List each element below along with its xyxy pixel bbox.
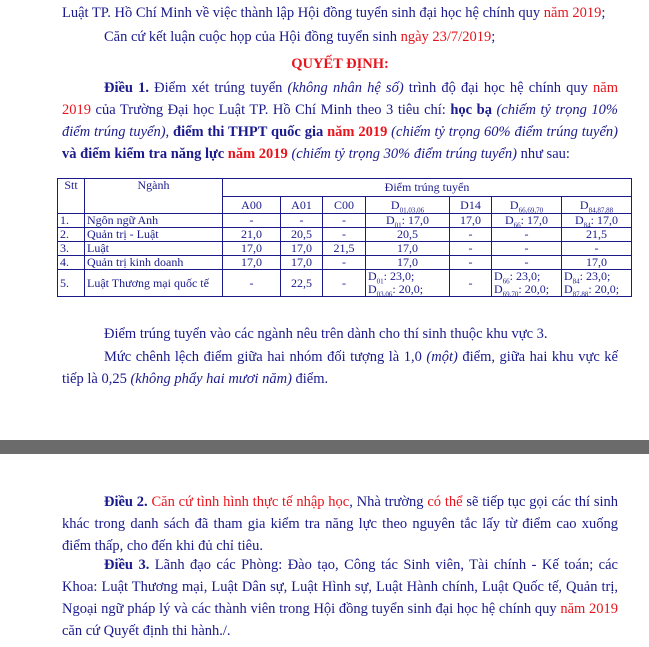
cell-d2a-pre: D [494,269,503,283]
preamble-2-end: ; [491,29,496,45]
cell-a01: 22,5 [281,270,323,297]
article-3 [62,554,618,642]
table-row [58,242,632,256]
cell-d3a-pre: D [564,269,573,283]
article-1-text-1: Điểm xét trúng tuyển [149,80,288,96]
note-2-it-2: (không phẩy hai mươi năm) [130,371,292,387]
header-stt: Stt [58,179,85,214]
article-2-red-1: Căn cứ tình hình thực tế nhập học [147,494,350,510]
row-stt: 1. [58,214,85,228]
table-row [58,270,632,297]
cell-d2: - [492,256,562,270]
cell-d3 [562,214,632,228]
cell-d3b-pre: D [564,282,573,296]
cell-d14: - [450,228,492,242]
criterion-nang-luc-note: (chiếm tỷ trọng 30% điểm trúng tuyển) [287,146,517,162]
cell-d1-sub: 01 [394,221,402,230]
row-major-name: Quản trị kinh doanh [85,256,223,270]
cell-d3b-val: : 20,0; [588,282,620,296]
cell-d2: - [492,242,562,256]
article-1-year-3: năm 2019 [227,146,288,162]
header-d1-sub: 01,03,06 [399,205,425,214]
cell-d1b-val: : 20,0; [392,282,424,296]
cell-d3-line-2 [564,282,629,299]
cell-a00: - [223,270,281,297]
header-d14: D14 [450,197,492,214]
cell-d14: 17,0 [450,214,492,228]
cell-d2-sub: 66 [513,221,521,230]
cell-a00: - [223,214,281,228]
cell-a00: 21,0 [223,228,281,242]
article-1-year-2: năm 2019 [327,124,388,140]
header-d3-base: D [579,197,589,212]
cell-d14: - [450,242,492,256]
header-d3-sub: 84,87,88 [588,205,614,214]
cell-d3-sub: 84 [583,221,591,230]
article-2-text-2: sẽ tiếp tục gọi các thí sinh khác trong danh sách đã tham gia kiểm tra năng lực theo nguyên tắc lấy từ điểm cao xuống điểm thấp, cho đến khi đủ chỉ tiêu. [62,494,618,554]
cell-d3-pre: D [574,213,584,227]
article-2-text-1: , Nhà trường [349,494,428,510]
note-2-text-c: điểm. [291,371,329,387]
cell-a00: 17,0 [223,256,281,270]
row-major-name: Luật Thương mại quốc tế [85,270,223,297]
cell-c00: - [323,214,366,228]
cell-d1b-sub: 03,06 [376,290,393,299]
cell-d3: - [562,242,632,256]
cell-d2-line-2 [494,282,559,299]
cell-a01: 20,5 [281,228,323,242]
preamble-text: Luật TP. Hồ Chí Minh về việc thành lập Hội đồng tuyển sinh đại học hệ chính quy [62,5,544,21]
note-khu-vuc: Điểm trúng tuyển vào các ngành nêu trên dành cho thí sinh thuộc khu vực 3. [104,326,548,342]
decision-heading: QUYẾT ĐỊNH: [291,56,389,72]
article-1-note-1: (không nhân hệ số) [287,80,404,96]
article-2-label: Điều 2. [104,494,148,510]
cell-d1b-pre: D [368,282,377,296]
header-d-84-87-88 [562,197,632,214]
cell-d3: 21,5 [562,228,632,242]
preamble-line-1 [62,2,618,24]
cell-d1a-val: : 23,0; [383,269,415,283]
note-2-it-1: (một) [426,349,458,365]
header-d1-base: D [390,197,400,212]
article-3-text-2: căn cứ Quyết định thi hành./. [62,623,231,639]
note-chenh-lech [62,346,618,390]
article-1-end: như sau: [516,146,570,162]
cell-d2-val: : 17,0 [520,213,548,227]
criterion-thpt-note: (chiếm tỷ trọng 60% điểm trúng tuyển) [387,124,618,140]
cell-d2b-pre: D [494,282,503,296]
article-1-label: Điều 1. [104,80,150,96]
note-2-text-b: điểm, giữa hai khu vực kế tiếp là 0,25 [62,349,618,387]
article-1-year-1: năm 2019 [62,80,619,118]
article-3-year: năm 2019 [560,601,618,617]
cell-c00: - [323,228,366,242]
cell-d14: - [450,256,492,270]
cell-a00: 17,0 [223,242,281,256]
cell-d3a-val: : 23,0; [579,269,611,283]
cell-d3 [562,270,632,297]
article-1 [62,77,618,165]
cell-d1a-pre: D [368,269,377,283]
document-page-2 [0,454,649,647]
criterion-nang-luc: và điểm kiểm tra năng lực [62,146,228,162]
cell-d14: - [450,270,492,297]
criterion-hoc-ba-note: (chiếm tỷ trọng 10% điểm trúng tuyển) [62,102,618,140]
table-row [58,214,632,228]
article-1-text-2: trình độ đại học hệ chính quy [403,80,594,96]
table-header-row-1 [58,179,632,197]
cell-d1-line-2 [368,282,447,299]
header-d-01-03-06 [366,197,450,214]
admission-score-table [57,178,632,297]
row-major-name: Ngôn ngữ Anh [85,214,223,228]
cell-d1a-sub: 01 [376,277,384,286]
header-a00: A00 [223,197,281,214]
preamble-2-text: Căn cứ kết luận cuộc họp của Hội đồng tuyển sinh [104,29,401,45]
cell-d1: 20,5 [366,228,450,242]
meeting-date: ngày 23/7/2019 [400,29,492,45]
header-d2-base: D [509,197,519,212]
article-2-red-2: có thể [427,494,463,510]
header-diem-trung-tuyen: Điểm trúng tuyển [223,179,632,197]
cell-d3-val: : 17,0 [590,213,618,227]
header-d2-sub: 66,69,70 [518,205,544,214]
cell-c00: - [323,256,366,270]
cell-d1-val: : 17,0 [401,213,429,227]
cell-d3a-sub: 84 [572,277,580,286]
cell-d2b-sub: 69,70 [502,290,519,299]
note-2-text-a: Mức chênh lệch điểm giữa hai nhóm đối tượng là 1,0 [104,349,427,365]
cell-d2 [492,214,562,228]
row-stt: 5. [58,270,85,297]
cell-d1 [366,214,450,228]
cell-d2a-sub: 66 [502,277,510,286]
article-2 [62,491,618,557]
article-1-sep: , [165,124,174,140]
cell-d2-pre: D [504,213,514,227]
table-row [58,228,632,242]
row-stt: 4. [58,256,85,270]
cell-d2a-val: : 23,0; [509,269,541,283]
table-row [58,256,632,270]
header-d-66-69-70 [492,197,562,214]
cell-a01: - [281,214,323,228]
row-stt: 3. [58,242,85,256]
cell-a01: 17,0 [281,256,323,270]
criterion-thpt: điểm thi THPT quốc gia [173,124,328,140]
cell-d1: 17,0 [366,242,450,256]
cell-a01: 17,0 [281,242,323,256]
cell-d2b-val: : 20,0; [518,282,550,296]
preamble-end: ; [601,5,606,21]
cell-d2: - [492,228,562,242]
cell-d3: 17,0 [562,256,632,270]
cell-d1-pre: D [385,213,395,227]
cell-d3b-sub: 87,88 [572,290,589,299]
preamble-line-2 [62,26,618,48]
criterion-hoc-ba: học bạ [450,102,492,118]
article-3-text-1: Lãnh đạo các Phòng: Đào tạo, Công tác Sinh viên, Tài chính - Kế toán; các Khoa: Luật Thương mại, Luật Dân sự, Luật Hình sự, Luật Hành chính, Luật Quốc tế, Quản trị, Ngoại ngữ pháp lý và các thành viên trong Hội đồng tuyển sinh đại học hệ chính quy [62,557,618,617]
cell-c00: 21,5 [323,242,366,256]
row-stt: 2. [58,228,85,242]
header-c00: C00 [323,197,366,214]
article-1-text-3: của Trường Đại học Luật TP. Hồ Chí Minh theo 3 tiêu chí: [91,102,451,118]
header-a01: A01 [281,197,323,214]
row-major-name: Luật [85,242,223,256]
header-nganh: Ngành [85,179,223,214]
cell-d2 [492,270,562,297]
cell-d1: 17,0 [366,256,450,270]
cell-c00: - [323,270,366,297]
cell-d1 [366,270,450,297]
row-major-name: Quản trị - Luật [85,228,223,242]
preamble-year: năm 2019 [543,5,602,21]
article-3-label: Điều 3. [104,557,150,573]
